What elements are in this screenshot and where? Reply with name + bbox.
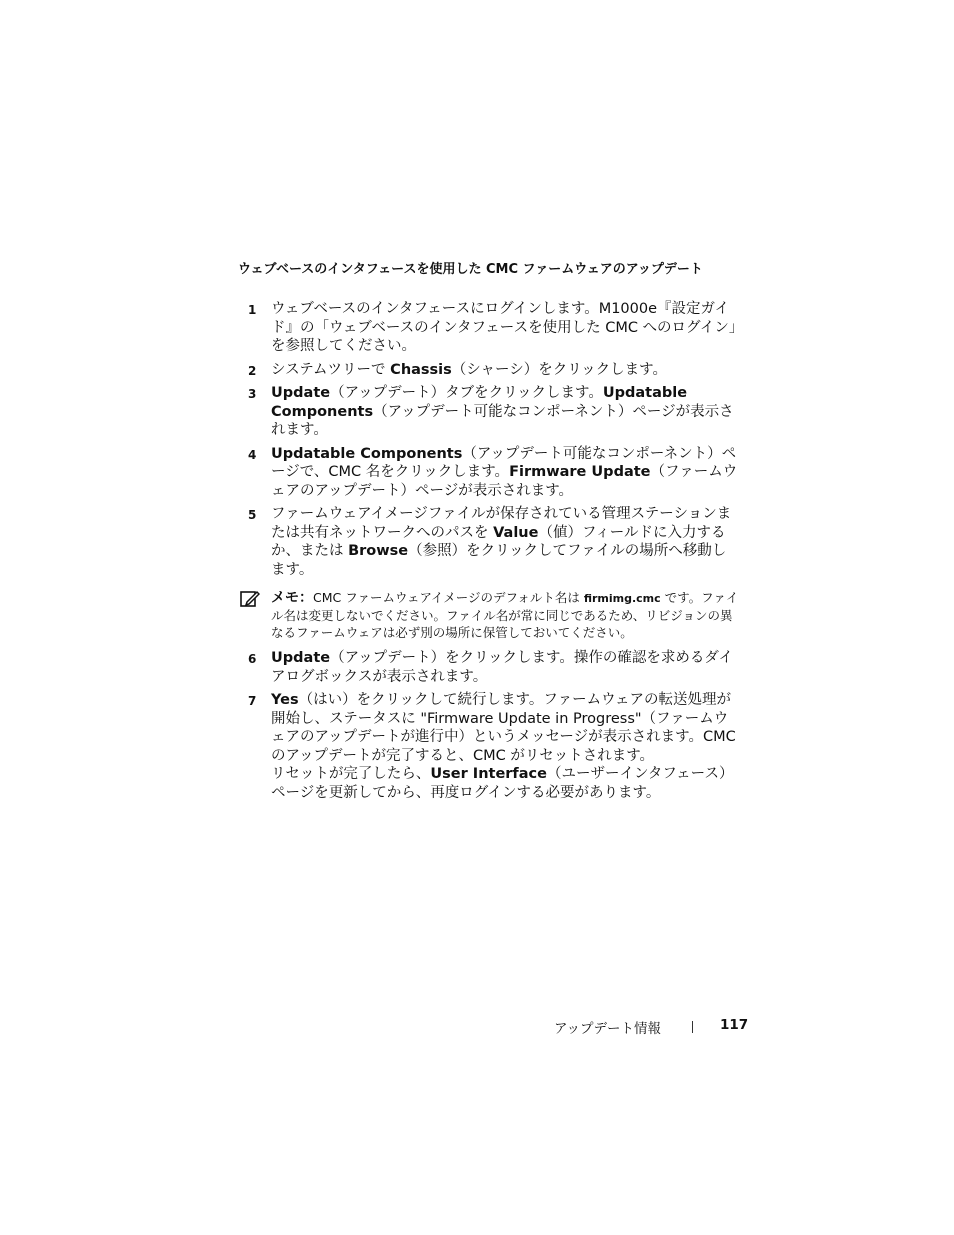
step-item [238, 300, 740, 356]
step-number: 2 [248, 363, 257, 378]
step-text: （ユーザーインタフェース）ページを更新してから、再度ログインする必要があります。 [271, 766, 734, 801]
step-item [238, 691, 740, 802]
step-text: （アップデート可能なコンポーネント）ページが表示されます。 [271, 403, 734, 438]
step-ui-term: User Interface [430, 766, 547, 782]
note-box [238, 589, 740, 641]
step-number: 3 [248, 387, 257, 401]
step-ui-term: Updatable Components [271, 445, 463, 462]
step-text: システムツリーで [271, 361, 391, 378]
step-item [238, 361, 740, 380]
step-number: 6 [248, 652, 257, 666]
step-number: 1 [248, 303, 257, 317]
note-label: メモ： [271, 590, 313, 606]
step-ui-term: Browse [348, 543, 409, 559]
step-group-1 [238, 300, 740, 579]
footer-separator [692, 1021, 693, 1033]
step-text: （参照）をクリックしてファイルの場所へ移動します。 [271, 543, 727, 578]
step-ui-term: Value [493, 524, 539, 541]
step-text: リセットが完了したら、 [271, 766, 431, 782]
step-item [238, 505, 740, 579]
step-number: 5 [248, 508, 257, 522]
note-filename: firmimg.cmc [583, 592, 661, 605]
page-footer [554, 1017, 749, 1037]
step-text: （アップデート可能なコンポーネント）ページで、CMC 名をクリックします。 [271, 445, 737, 480]
note-text-after: です。ファイル名は変更しないでください。ファイル名が常に同じであるため、リビジョンの異なるファームウェアは必ず別の場所に保管しておいてください。 [271, 590, 739, 640]
step-ui-term: Update [271, 385, 331, 401]
step-ui-term: Firmware Update [509, 464, 651, 480]
step-text: （値）フィールドに入力するか、または [271, 524, 726, 559]
step-text: （アップデート）タブをクリックします。 [330, 385, 603, 401]
section-heading: ウェブベースのインタフェースを使用した CMC ファームウェアのアップデート [238, 262, 703, 277]
footer-title: アップデート情報 [554, 1021, 662, 1037]
step-item [238, 649, 740, 686]
step-text: （アップデート）をクリックします。操作の確認を求めるダイアログボックスが表示されます。 [271, 650, 734, 685]
page-number: 117 [720, 1017, 749, 1033]
step-item [238, 445, 740, 501]
step-text: （ファームウェアのアップデート）ページが表示されます。 [271, 464, 738, 499]
pencil-note-icon [240, 590, 260, 608]
step-list [238, 300, 740, 807]
step-number: 7 [248, 694, 257, 708]
note-text-before: CMC ファームウェアイメージのデフォルト名は [313, 590, 584, 605]
step-text: （はい）をクリックして続行します。ファームウェアの転送処理が開始し、ステータスに "Firmware Update in Progress"（ファームウェアのアップデートが進行中）というメッセージが表示されます。CMC のアップデートが完了すると、CMC がリセットされます。 [271, 692, 736, 764]
step-group-2 [238, 649, 740, 802]
step-text: ウェブベースのインタフェースにログインします。M1000e『設定ガイド』の「ウェブベースのインタフェースを使用した CMC へのログイン」を参照してください。 [271, 301, 737, 354]
step-item [238, 384, 740, 440]
step-ui-term: Update [271, 650, 331, 666]
step-ui-term: Yes [271, 692, 299, 708]
step-text: （シャーシ）をクリックします。 [451, 361, 667, 378]
step-number: 4 [248, 447, 257, 462]
step-ui-term: Chassis [390, 361, 452, 378]
step-text: ファームウェアイメージファイルが保存されている管理ステーションまたは共有ネットワークへのパスを [271, 506, 732, 541]
step-ui-term: Updatable Components [271, 385, 688, 420]
